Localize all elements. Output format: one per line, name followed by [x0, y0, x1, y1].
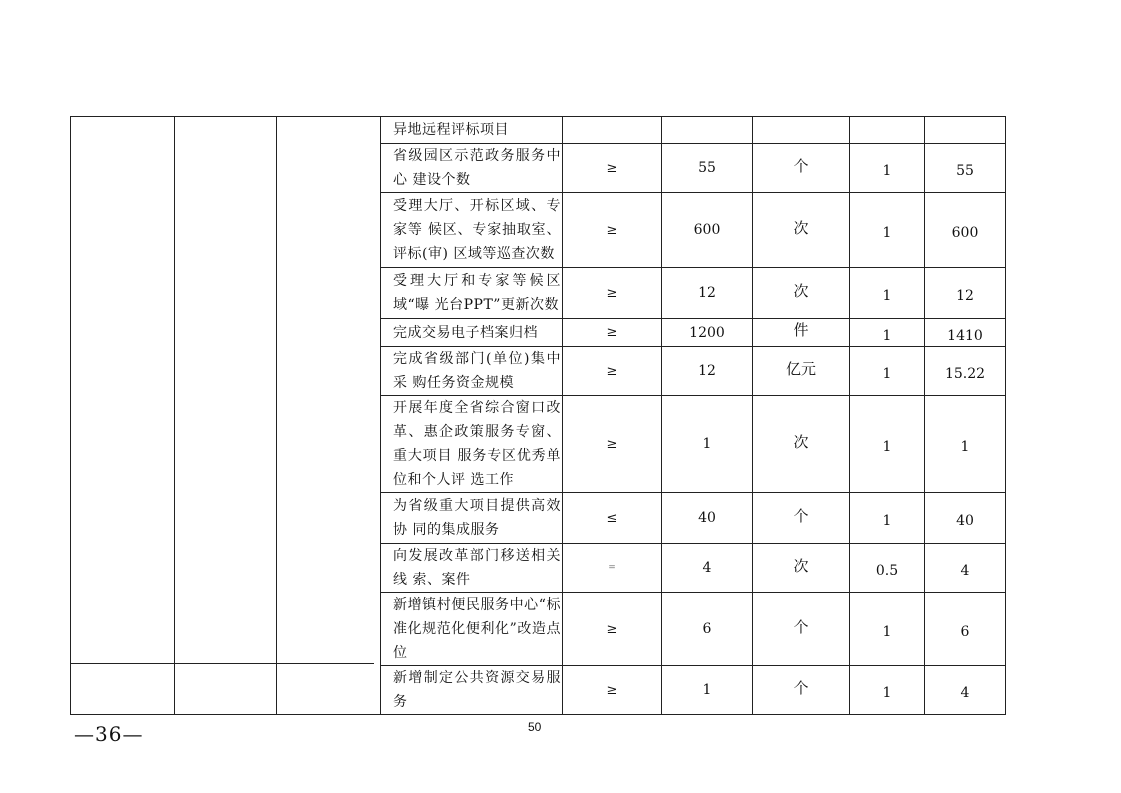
comparison-operator: ≥ — [563, 666, 662, 715]
actual-value: 15.22 — [925, 347, 1006, 396]
unit: 次 — [753, 193, 850, 268]
comparison-operator: ≥ — [563, 144, 662, 193]
indicator-name: 向发展改革部门移送相关线 索、案件 — [381, 544, 563, 593]
unit: 次 — [753, 396, 850, 493]
target-value: 12 — [662, 268, 753, 319]
indicator-name: 完成交易电子档案归档 — [381, 319, 563, 347]
comparison-operator: ≥ — [563, 593, 662, 666]
comparison-operator: ≥ — [563, 347, 662, 396]
weight-value: 1 — [850, 493, 925, 544]
indicator-name: 新增镇村便民服务中心“标准化规范化便利化”改造点位 — [381, 593, 563, 666]
comparison-operator: ≥ — [563, 193, 662, 268]
comparison-operator: ≥ — [563, 268, 662, 319]
performance-indicator-table — [70, 116, 1006, 715]
target-value: 4 — [662, 544, 753, 593]
indicator-name: 为省级重大项目提供高效协 同的集成服务 — [381, 493, 563, 544]
actual-value: 1410 — [925, 319, 1006, 347]
indicator-name: 新增制定公共资源交易服务 — [381, 666, 563, 715]
sheet-number: 50 — [528, 720, 542, 734]
target-value — [662, 117, 753, 144]
page-number: —36— — [74, 722, 144, 746]
target-value: 12 — [662, 347, 753, 396]
target-value: 55 — [662, 144, 753, 193]
category-cell-level2 — [175, 117, 277, 715]
comparison-operator: ≥ — [563, 319, 662, 347]
unit: 件 — [753, 319, 850, 347]
comparison-operator — [563, 117, 662, 144]
weight-value: 1 — [850, 193, 925, 268]
weight-value: 1 — [850, 268, 925, 319]
indicator-name: 异地远程评标项目 — [381, 117, 563, 144]
indicator-name: 省级园区示范政务服务中心 建设个数 — [381, 144, 563, 193]
unit: 个 — [753, 144, 850, 193]
category-cell-level1 — [71, 117, 175, 715]
target-value: 1 — [662, 666, 753, 715]
indicator-name: 受理大厅和专家等候区域“曝 光台PPT”更新次数 — [381, 268, 563, 319]
target-value: 6 — [662, 593, 753, 666]
actual-value: 4 — [925, 544, 1006, 593]
actual-value — [925, 117, 1006, 144]
table-row — [71, 117, 1006, 144]
weight-value: 1 — [850, 319, 925, 347]
unit: 次 — [753, 268, 850, 319]
actual-value: 1 — [925, 396, 1006, 493]
unit: 亿元 — [753, 347, 850, 396]
comparison-operator: ≤ — [563, 493, 662, 544]
indicator-name: 受理大厅、开标区域、专家等 候区、专家抽取室、评标(审) 区域等巡查次数 — [381, 193, 563, 268]
actual-value: 40 — [925, 493, 1006, 544]
table-bottom-line — [70, 663, 374, 664]
comparison-operator: = — [563, 544, 662, 593]
weight-value — [850, 117, 925, 144]
unit: 个 — [753, 593, 850, 666]
indicator-name: 开展年度全省综合窗口改革、惠企政策服务专窗、重大项目 服务专区优秀单位和个人评 选工作 — [381, 396, 563, 493]
target-value: 40 — [662, 493, 753, 544]
actual-value: 55 — [925, 144, 1006, 193]
unit: 个 — [753, 493, 850, 544]
unit — [753, 117, 850, 144]
weight-value: 1 — [850, 593, 925, 666]
unit: 次 — [753, 544, 850, 593]
category-cell-level3 — [277, 117, 381, 715]
actual-value: 600 — [925, 193, 1006, 268]
actual-value: 12 — [925, 268, 1006, 319]
weight-value: 1 — [850, 347, 925, 396]
weight-value: 0.5 — [850, 544, 925, 593]
target-value: 1200 — [662, 319, 753, 347]
weight-value: 1 — [850, 666, 925, 715]
actual-value: 4 — [925, 666, 1006, 715]
weight-value: 1 — [850, 396, 925, 493]
comparison-operator: ≥ — [563, 396, 662, 493]
unit: 个 — [753, 666, 850, 715]
actual-value: 6 — [925, 593, 1006, 666]
weight-value: 1 — [850, 144, 925, 193]
target-value: 600 — [662, 193, 753, 268]
indicator-name: 完成省级部门(单位)集中采 购任务资金规模 — [381, 347, 563, 396]
target-value: 1 — [662, 396, 753, 493]
